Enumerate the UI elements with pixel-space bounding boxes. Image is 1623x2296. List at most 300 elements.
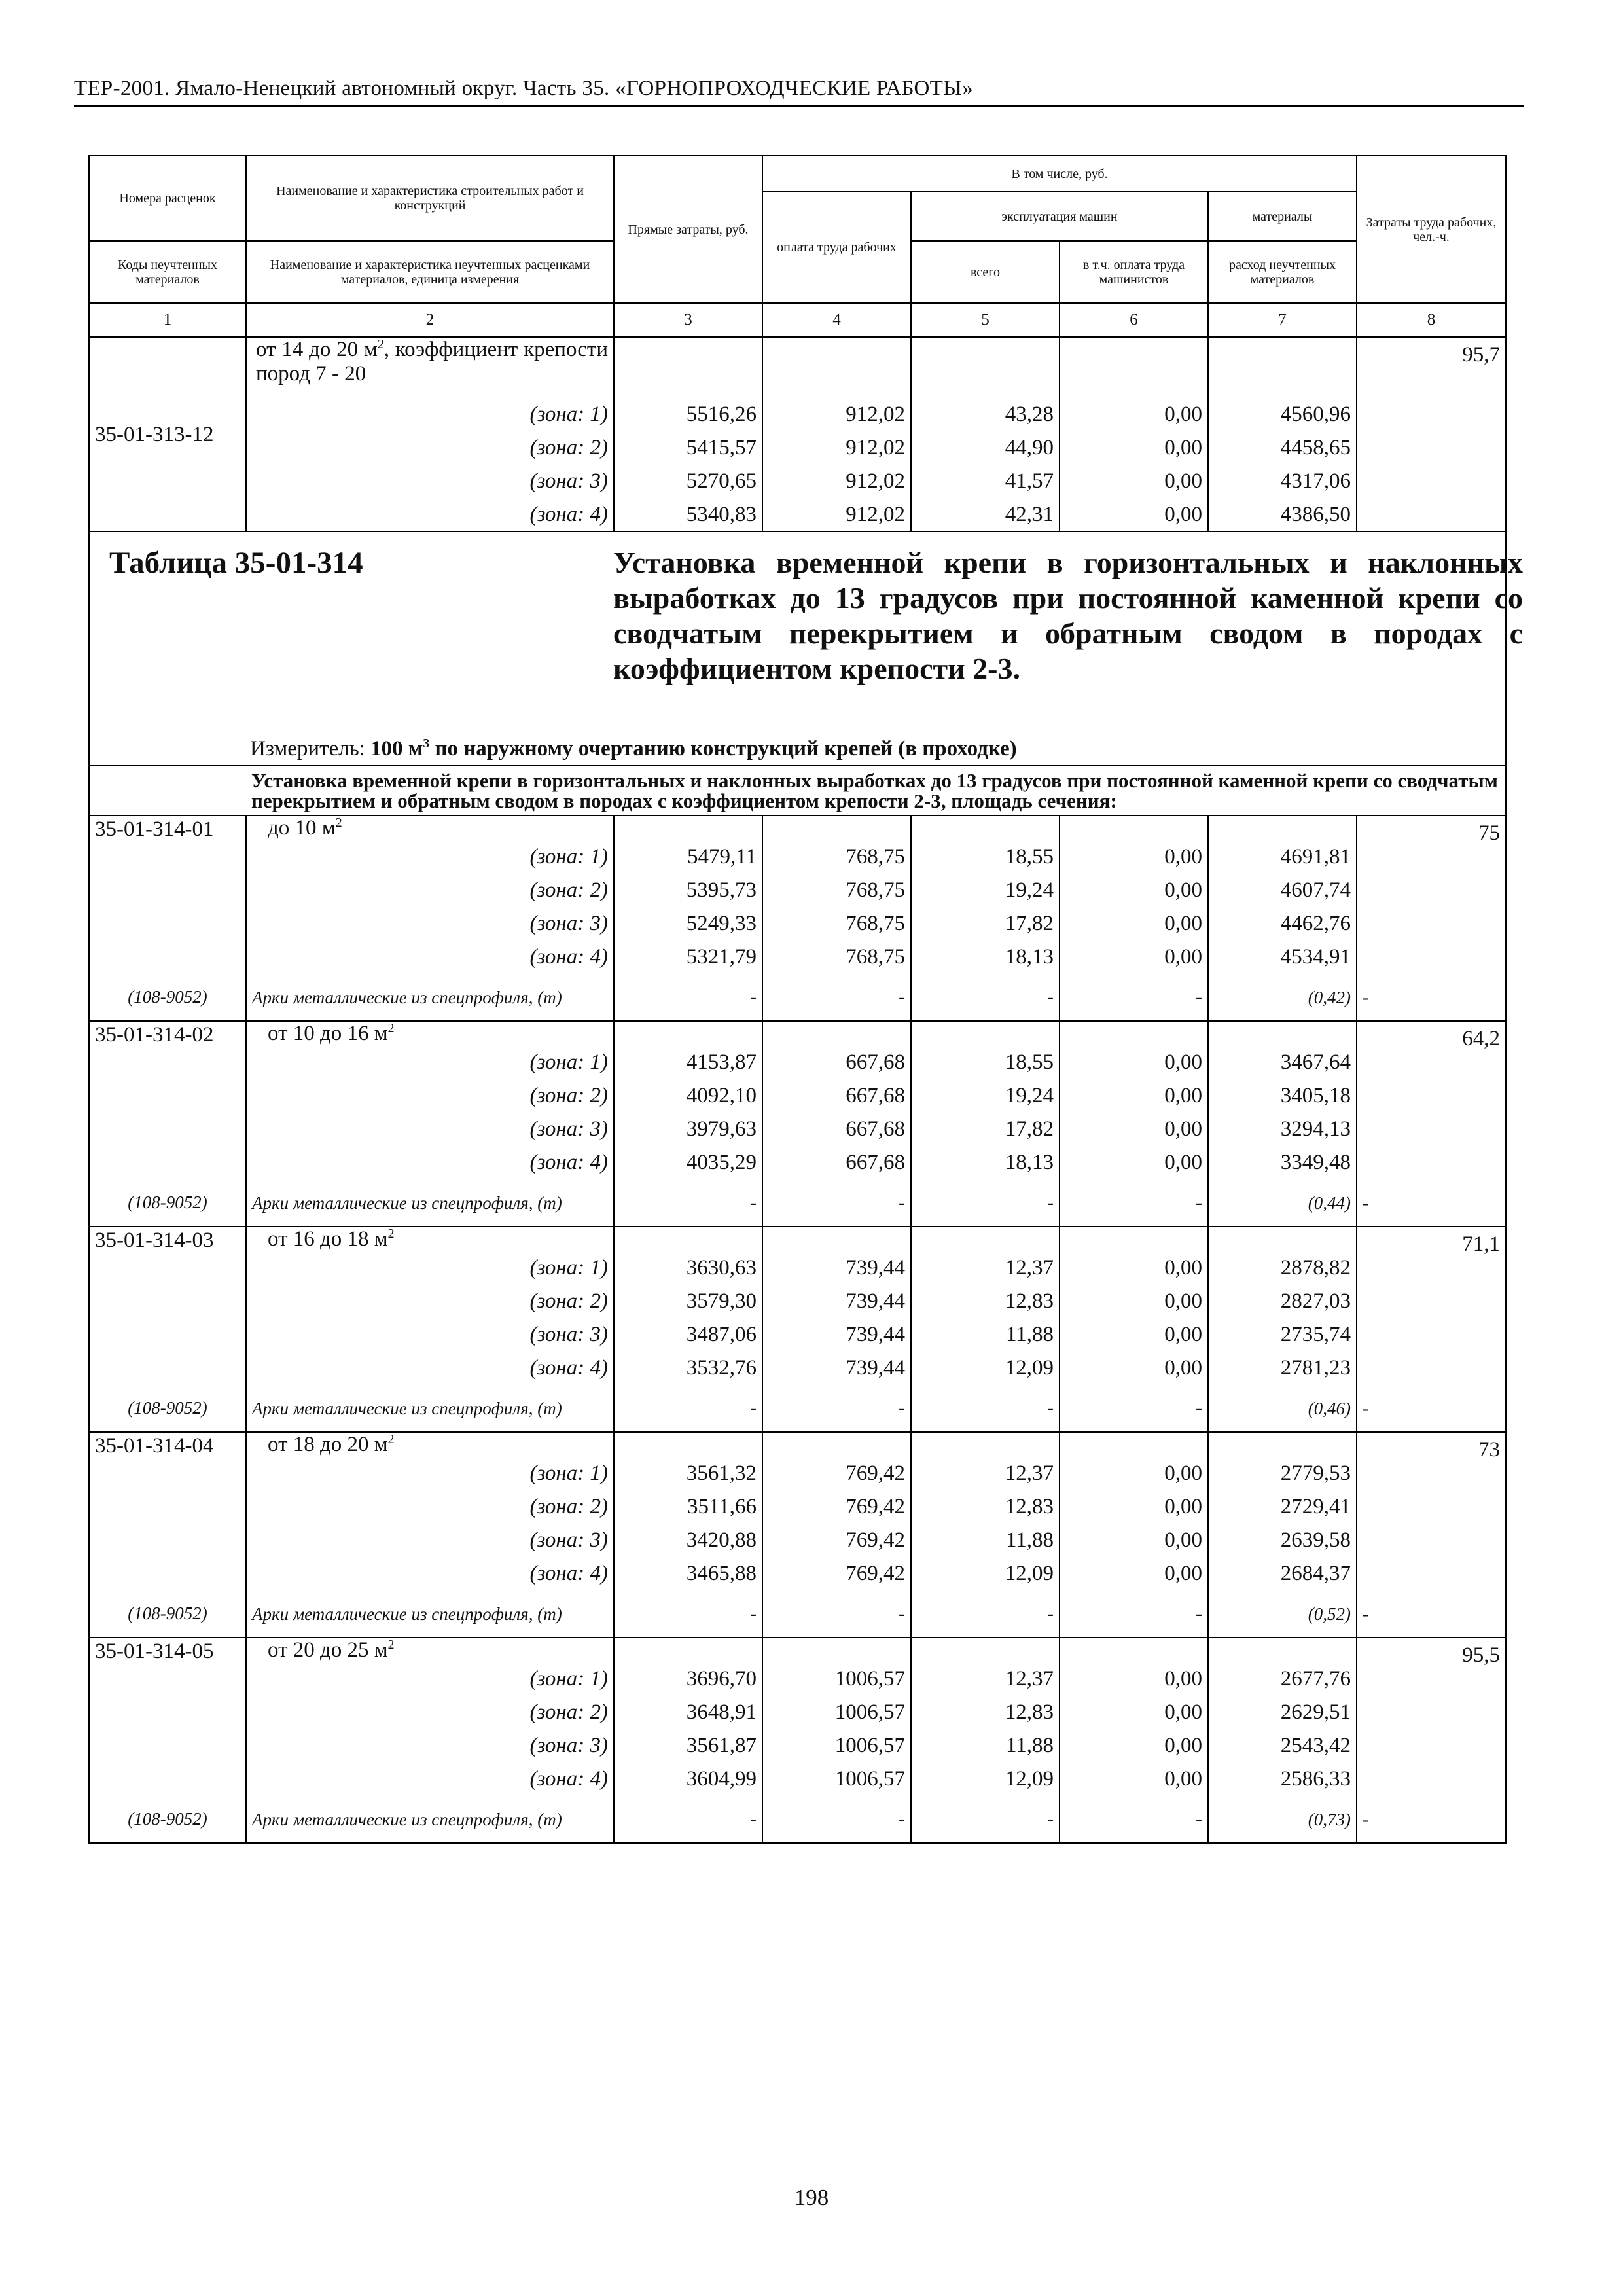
empty-cell bbox=[1208, 1227, 1357, 1251]
zone-row bbox=[89, 465, 1506, 498]
labor-cost: 64,2 bbox=[1357, 1021, 1506, 1179]
labor-cost: 95,5 bbox=[1357, 1638, 1506, 1796]
material-pay: - bbox=[762, 1796, 911, 1843]
empty-cell bbox=[1060, 1227, 1208, 1251]
material-code: (108-9052) bbox=[89, 1179, 246, 1227]
machines-total: 12,09 bbox=[911, 1763, 1060, 1796]
machines-total: 17,82 bbox=[911, 1113, 1060, 1146]
header-including: В том числе, руб. bbox=[762, 156, 1357, 192]
labor-pay: 912,02 bbox=[762, 431, 911, 465]
machines-total: 12,37 bbox=[911, 1457, 1060, 1490]
material-labor: - bbox=[1357, 1796, 1506, 1843]
machinists-pay: 0,00 bbox=[1060, 1079, 1208, 1113]
table-title: Таблица 35-01-314 bbox=[109, 546, 363, 580]
header-rate-numbers: Номера расценок bbox=[89, 156, 246, 241]
table-heading-row bbox=[89, 531, 1506, 766]
desc-sup: 2 bbox=[387, 1432, 395, 1446]
direct-cost: 3511,66 bbox=[614, 1490, 762, 1524]
material-name: Арки металлические из спецпрофиля, (т) bbox=[246, 974, 614, 1021]
empty-cell bbox=[1208, 816, 1357, 840]
labor-pay: 768,75 bbox=[762, 874, 911, 907]
desc-text: от 10 до 16 м bbox=[268, 1022, 388, 1045]
machinists-pay: 0,00 bbox=[1060, 1318, 1208, 1352]
zone-label: (зона: 1) bbox=[246, 1046, 614, 1079]
materials-cost: 4317,06 bbox=[1208, 465, 1357, 498]
direct-cost: 5415,57 bbox=[614, 431, 762, 465]
empty-cell bbox=[614, 1227, 762, 1251]
zone-row bbox=[89, 1352, 1506, 1385]
zone-row bbox=[89, 1113, 1506, 1146]
header-unrecorded-codes: Коды неучтенных материалов bbox=[89, 241, 246, 303]
labor-pay: 768,75 bbox=[762, 840, 911, 874]
measure-sup: 3 bbox=[423, 736, 430, 751]
zone-row bbox=[89, 1490, 1506, 1524]
materials-cost: 4607,74 bbox=[1208, 874, 1357, 907]
empty-cell bbox=[614, 337, 762, 398]
material-direct: - bbox=[614, 1179, 762, 1227]
material-machines: - bbox=[911, 1179, 1060, 1227]
zone-label: (зона: 2) bbox=[246, 1490, 614, 1524]
zone-label: (зона: 3) bbox=[246, 1318, 614, 1352]
direct-cost: 3696,70 bbox=[614, 1662, 762, 1696]
measure-rest: по наружному очертанию конструкций крепей (в проходке) bbox=[429, 737, 1017, 761]
materials-cost: 2735,74 bbox=[1208, 1318, 1357, 1352]
direct-cost: 5249,33 bbox=[614, 907, 762, 941]
desc-text: до 10 м bbox=[268, 816, 336, 840]
item-description bbox=[246, 1638, 614, 1662]
desc-text: от 20 до 25 м bbox=[268, 1638, 388, 1662]
material-name: Арки металлические из спецпрофиля, (т) bbox=[246, 1385, 614, 1432]
column-number: 1 bbox=[89, 303, 246, 337]
rates-table bbox=[88, 155, 1523, 1844]
item-description bbox=[246, 1432, 614, 1457]
labor-pay: 912,02 bbox=[762, 465, 911, 498]
item-code: 35-01-314-02 bbox=[89, 1021, 246, 1179]
machines-total: 18,13 bbox=[911, 1146, 1060, 1179]
zone-label: (зона: 1) bbox=[246, 1251, 614, 1285]
zone-label: (зона: 2) bbox=[246, 1285, 614, 1318]
zone-label: (зона: 1) bbox=[246, 1662, 614, 1696]
zone-row bbox=[89, 1046, 1506, 1079]
empty-cell bbox=[911, 1227, 1060, 1251]
empty-cell bbox=[1208, 1021, 1357, 1046]
group-title: Установка временной крепи в горизонтальных и наклонных выработках до 13 градусов при постоянной каменной крепи со сводчатым перекрытием и обратным сводом в породах с коэффициентом крепости 2-3, площадь сечения: bbox=[246, 766, 1506, 816]
labor-pay: 739,44 bbox=[762, 1352, 911, 1385]
table-caption: Установка временной крепи в горизонтальных и наклонных выработках до 13 градусов при постоянной каменной крепи со сводчатым перекрытием и обратным сводом в породах с коэффициентом крепости 2-3. bbox=[613, 546, 1523, 685]
zone-row bbox=[89, 1557, 1506, 1590]
zone-label: (зона: 1) bbox=[246, 840, 614, 874]
material-amount: (0,46) bbox=[1208, 1385, 1357, 1432]
direct-cost: 3561,87 bbox=[614, 1729, 762, 1763]
machinists-pay: 0,00 bbox=[1060, 1696, 1208, 1729]
column-number: 2 bbox=[246, 303, 614, 337]
materials-cost: 2827,03 bbox=[1208, 1285, 1357, 1318]
materials-cost: 2543,42 bbox=[1208, 1729, 1357, 1763]
direct-cost: 5395,73 bbox=[614, 874, 762, 907]
material-code: (108-9052) bbox=[89, 1796, 246, 1843]
empty-cell bbox=[614, 1021, 762, 1046]
machines-total: 41,57 bbox=[911, 465, 1060, 498]
materials-cost: 2684,37 bbox=[1208, 1557, 1357, 1590]
item-description bbox=[246, 816, 614, 840]
zone-label: (зона: 4) bbox=[246, 941, 614, 974]
desc-sup: 2 bbox=[377, 337, 384, 351]
zone-label: (зона: 4) bbox=[246, 1146, 614, 1179]
empty-cell bbox=[911, 816, 1060, 840]
desc-sup: 2 bbox=[387, 1638, 395, 1652]
materials-cost: 4386,50 bbox=[1208, 498, 1357, 531]
zone-row bbox=[89, 941, 1506, 974]
zone-row bbox=[89, 431, 1506, 465]
empty-cell bbox=[1208, 1638, 1357, 1662]
page-number: 198 bbox=[794, 2185, 829, 2210]
desc-part-a: от 14 до 20 м bbox=[256, 338, 378, 361]
desc-sup: 2 bbox=[335, 816, 342, 830]
machines-total: 11,88 bbox=[911, 1729, 1060, 1763]
machines-total: 12,83 bbox=[911, 1490, 1060, 1524]
empty-cell bbox=[1208, 337, 1357, 398]
machinists-pay: 0,00 bbox=[1060, 1352, 1208, 1385]
material-machines: - bbox=[911, 1796, 1060, 1843]
direct-cost: 5479,11 bbox=[614, 840, 762, 874]
machines-total: 18,55 bbox=[911, 1046, 1060, 1079]
material-labor: - bbox=[1357, 1179, 1506, 1227]
item-header-row bbox=[89, 337, 1506, 398]
material-labor: - bbox=[1357, 1385, 1506, 1432]
labor-cost: 95,7 bbox=[1357, 337, 1506, 531]
zone-label: (зона: 3) bbox=[246, 465, 614, 498]
desc-sup: 2 bbox=[387, 1021, 395, 1035]
machines-total: 42,31 bbox=[911, 498, 1060, 531]
machinists-pay: 0,00 bbox=[1060, 1046, 1208, 1079]
machinists-pay: 0,00 bbox=[1060, 941, 1208, 974]
header-machines: эксплуатация машин bbox=[911, 192, 1208, 241]
labor-pay: 739,44 bbox=[762, 1285, 911, 1318]
zone-label: (зона: 2) bbox=[246, 874, 614, 907]
machines-total: 18,13 bbox=[911, 941, 1060, 974]
labor-pay: 667,68 bbox=[762, 1146, 911, 1179]
direct-cost: 3532,76 bbox=[614, 1352, 762, 1385]
empty-cell bbox=[1060, 1432, 1208, 1457]
empty-cell bbox=[911, 1021, 1060, 1046]
machines-total: 19,24 bbox=[911, 1079, 1060, 1113]
labor-pay: 667,68 bbox=[762, 1079, 911, 1113]
material-machines: - bbox=[911, 1590, 1060, 1638]
machinists-pay: 0,00 bbox=[1060, 907, 1208, 941]
machinists-pay: 0,00 bbox=[1060, 1662, 1208, 1696]
machinists-pay: 0,00 bbox=[1060, 1763, 1208, 1796]
machinists-pay: 0,00 bbox=[1060, 431, 1208, 465]
empty-cell bbox=[614, 1432, 762, 1457]
machinists-pay: 0,00 bbox=[1060, 1729, 1208, 1763]
measure-label: Измеритель: bbox=[250, 737, 371, 761]
machinists-pay: 0,00 bbox=[1060, 398, 1208, 431]
item-code: 35-01-314-03 bbox=[89, 1227, 246, 1385]
header-material-use: расход неучтенных материалов bbox=[1208, 241, 1357, 303]
zone-row bbox=[89, 1729, 1506, 1763]
materials-cost: 3349,48 bbox=[1208, 1146, 1357, 1179]
header-labor-pay: оплата труда рабочих bbox=[762, 192, 911, 303]
material-direct: - bbox=[614, 974, 762, 1021]
material-code: (108-9052) bbox=[89, 1385, 246, 1432]
material-pay: - bbox=[762, 1590, 911, 1638]
empty-cell bbox=[1060, 816, 1208, 840]
labor-cost: 73 bbox=[1357, 1432, 1506, 1590]
direct-cost: 5516,26 bbox=[614, 398, 762, 431]
machinists-pay: 0,00 bbox=[1060, 1457, 1208, 1490]
materials-cost: 2779,53 bbox=[1208, 1457, 1357, 1490]
zone-row bbox=[89, 907, 1506, 941]
machinists-pay: 0,00 bbox=[1060, 1557, 1208, 1590]
desc-text: от 18 до 20 м bbox=[268, 1433, 388, 1456]
material-pay: - bbox=[762, 974, 911, 1021]
machines-total: 18,55 bbox=[911, 840, 1060, 874]
zone-row bbox=[89, 498, 1506, 531]
empty-cell bbox=[614, 1638, 762, 1662]
machinists-pay: 0,00 bbox=[1060, 1113, 1208, 1146]
material-code: (108-9052) bbox=[89, 1590, 246, 1638]
labor-pay: 769,42 bbox=[762, 1490, 911, 1524]
item-code: 35-01-314-01 bbox=[89, 816, 246, 974]
item-header-row bbox=[89, 1432, 1506, 1457]
column-number: 7 bbox=[1208, 303, 1357, 337]
zone-label: (зона: 2) bbox=[246, 1079, 614, 1113]
materials-cost: 4691,81 bbox=[1208, 840, 1357, 874]
labor-pay: 1006,57 bbox=[762, 1662, 911, 1696]
machinists-pay: 0,00 bbox=[1060, 1146, 1208, 1179]
labor-pay: 768,75 bbox=[762, 941, 911, 974]
zone-label: (зона: 4) bbox=[246, 498, 614, 531]
zone-label: (зона: 1) bbox=[246, 1457, 614, 1490]
machinists-pay: 0,00 bbox=[1060, 1490, 1208, 1524]
item-code: 35-01-314-04 bbox=[89, 1432, 246, 1590]
direct-cost: 3465,88 bbox=[614, 1557, 762, 1590]
zone-row bbox=[89, 1662, 1506, 1696]
machines-total: 12,83 bbox=[911, 1285, 1060, 1318]
column-numbers-row bbox=[89, 303, 1506, 337]
materials-cost: 4458,65 bbox=[1208, 431, 1357, 465]
material-machinists: - bbox=[1060, 1179, 1208, 1227]
zone-row bbox=[89, 840, 1506, 874]
zone-row bbox=[89, 398, 1506, 431]
material-machinists: - bbox=[1060, 1385, 1208, 1432]
machines-total: 44,90 bbox=[911, 431, 1060, 465]
machines-total: 12,09 bbox=[911, 1557, 1060, 1590]
machines-total: 17,82 bbox=[911, 907, 1060, 941]
direct-cost: 5340,83 bbox=[614, 498, 762, 531]
zone-row bbox=[89, 1079, 1506, 1113]
material-row bbox=[89, 1179, 1506, 1227]
column-number: 6 bbox=[1060, 303, 1208, 337]
item-header-row bbox=[89, 1021, 1506, 1046]
labor-pay: 912,02 bbox=[762, 398, 911, 431]
empty-cell bbox=[762, 1227, 911, 1251]
labor-pay: 739,44 bbox=[762, 1318, 911, 1352]
header-materials: материалы bbox=[1208, 192, 1357, 241]
labor-pay: 769,42 bbox=[762, 1557, 911, 1590]
direct-cost: 4035,29 bbox=[614, 1146, 762, 1179]
header-labor-costs: Затраты труда рабочих, чел.-ч. bbox=[1357, 156, 1506, 303]
table-heading-cell bbox=[89, 531, 1523, 766]
machines-total: 12,09 bbox=[911, 1352, 1060, 1385]
zone-row bbox=[89, 1763, 1506, 1796]
machinists-pay: 0,00 bbox=[1060, 1285, 1208, 1318]
zone-row bbox=[89, 1146, 1506, 1179]
direct-cost: 5270,65 bbox=[614, 465, 762, 498]
zone-row bbox=[89, 1318, 1506, 1352]
labor-pay: 667,68 bbox=[762, 1113, 911, 1146]
material-direct: - bbox=[614, 1590, 762, 1638]
empty-cell bbox=[762, 816, 911, 840]
desc-part-b: , коэффициент крепости пород 7 - 20 bbox=[256, 338, 608, 386]
direct-cost: 3604,99 bbox=[614, 1763, 762, 1796]
material-pay: - bbox=[762, 1385, 911, 1432]
material-amount: (0,73) bbox=[1208, 1796, 1357, 1843]
material-row bbox=[89, 1796, 1506, 1843]
item-description bbox=[246, 337, 614, 398]
header-machinist-pay: в т.ч. оплата труда машинистов bbox=[1060, 241, 1208, 303]
material-row bbox=[89, 974, 1506, 1021]
column-number: 3 bbox=[614, 303, 762, 337]
labor-pay: 1006,57 bbox=[762, 1729, 911, 1763]
table-body bbox=[89, 156, 1523, 1843]
material-name: Арки металлические из спецпрофиля, (т) bbox=[246, 1796, 614, 1843]
machines-total: 43,28 bbox=[911, 398, 1060, 431]
zone-row bbox=[89, 1696, 1506, 1729]
material-name: Арки металлические из спецпрофиля, (т) bbox=[246, 1590, 614, 1638]
zone-label: (зона: 4) bbox=[246, 1763, 614, 1796]
column-number: 8 bbox=[1357, 303, 1506, 337]
machines-total: 11,88 bbox=[911, 1318, 1060, 1352]
materials-cost: 4560,96 bbox=[1208, 398, 1357, 431]
empty-cell bbox=[1060, 1638, 1208, 1662]
direct-cost: 3420,88 bbox=[614, 1524, 762, 1557]
direct-cost: 3561,32 bbox=[614, 1457, 762, 1490]
zone-label: (зона: 3) bbox=[246, 1729, 614, 1763]
materials-cost: 3467,64 bbox=[1208, 1046, 1357, 1079]
group-title-row bbox=[89, 766, 1506, 816]
material-amount: (0,52) bbox=[1208, 1590, 1357, 1638]
direct-cost: 3979,63 bbox=[614, 1113, 762, 1146]
labor-cost: 75 bbox=[1357, 816, 1506, 974]
item-description bbox=[246, 1227, 614, 1251]
machinists-pay: 0,00 bbox=[1060, 874, 1208, 907]
materials-cost: 2629,51 bbox=[1208, 1696, 1357, 1729]
zone-label: (зона: 2) bbox=[246, 431, 614, 465]
material-labor: - bbox=[1357, 974, 1506, 1021]
material-direct: - bbox=[614, 1796, 762, 1843]
machines-total: 11,88 bbox=[911, 1524, 1060, 1557]
item-code: 35-01-313-12 bbox=[89, 337, 246, 531]
empty-cell bbox=[911, 1638, 1060, 1662]
empty-cell bbox=[762, 337, 911, 398]
zone-row bbox=[89, 1524, 1506, 1557]
materials-cost: 4462,76 bbox=[1208, 907, 1357, 941]
item-code: 35-01-314-05 bbox=[89, 1638, 246, 1796]
zone-label: (зона: 3) bbox=[246, 1524, 614, 1557]
group-title-spacer bbox=[89, 766, 246, 816]
material-direct: - bbox=[614, 1385, 762, 1432]
labor-pay: 769,42 bbox=[762, 1524, 911, 1557]
item-header-row bbox=[89, 816, 1506, 840]
materials-cost: 2878,82 bbox=[1208, 1251, 1357, 1285]
zone-label: (зона: 1) bbox=[246, 398, 614, 431]
material-machinists: - bbox=[1060, 1796, 1208, 1843]
item-description bbox=[246, 1021, 614, 1046]
direct-cost: 5321,79 bbox=[614, 941, 762, 974]
materials-cost: 2639,58 bbox=[1208, 1524, 1357, 1557]
machines-total: 12,37 bbox=[911, 1662, 1060, 1696]
materials-cost: 2586,33 bbox=[1208, 1763, 1357, 1796]
direct-cost: 3579,30 bbox=[614, 1285, 762, 1318]
material-name: Арки металлические из спецпрофиля, (т) bbox=[246, 1179, 614, 1227]
materials-cost: 2677,76 bbox=[1208, 1662, 1357, 1696]
direct-cost: 3630,63 bbox=[614, 1251, 762, 1285]
materials-cost: 4534,91 bbox=[1208, 941, 1357, 974]
material-machinists: - bbox=[1060, 974, 1208, 1021]
material-row bbox=[89, 1590, 1506, 1638]
machines-total: 12,83 bbox=[911, 1696, 1060, 1729]
material-amount: (0,44) bbox=[1208, 1179, 1357, 1227]
header-work-name: Наименование и характеристика строительных работ и конструкций bbox=[246, 156, 614, 241]
labor-pay: 1006,57 bbox=[762, 1763, 911, 1796]
empty-cell bbox=[911, 1432, 1060, 1457]
material-code: (108-9052) bbox=[89, 974, 246, 1021]
zone-label: (зона: 3) bbox=[246, 907, 614, 941]
material-machinists: - bbox=[1060, 1590, 1208, 1638]
material-machines: - bbox=[911, 1385, 1060, 1432]
machinists-pay: 0,00 bbox=[1060, 1251, 1208, 1285]
header-total: всего bbox=[911, 241, 1060, 303]
empty-cell bbox=[911, 337, 1060, 398]
column-number: 4 bbox=[762, 303, 911, 337]
table-measure bbox=[250, 737, 1017, 761]
empty-cell bbox=[762, 1021, 911, 1046]
zone-row bbox=[89, 874, 1506, 907]
empty-cell bbox=[762, 1432, 911, 1457]
materials-cost: 3294,13 bbox=[1208, 1113, 1357, 1146]
material-row bbox=[89, 1385, 1506, 1432]
zone-label: (зона: 4) bbox=[246, 1557, 614, 1590]
zone-label: (зона: 4) bbox=[246, 1352, 614, 1385]
measure-unit: 100 м bbox=[370, 737, 423, 761]
material-pay: - bbox=[762, 1179, 911, 1227]
labor-cost: 71,1 bbox=[1357, 1227, 1506, 1385]
item-header-row bbox=[89, 1227, 1506, 1251]
zone-row bbox=[89, 1251, 1506, 1285]
zone-row bbox=[89, 1285, 1506, 1318]
item-header-row bbox=[89, 1638, 1506, 1662]
labor-pay: 769,42 bbox=[762, 1457, 911, 1490]
empty-cell bbox=[1208, 1432, 1357, 1457]
materials-cost: 2729,41 bbox=[1208, 1490, 1357, 1524]
machines-total: 19,24 bbox=[911, 874, 1060, 907]
header-direct-costs: Прямые затраты, руб. bbox=[614, 156, 762, 303]
labor-pay: 1006,57 bbox=[762, 1696, 911, 1729]
machinists-pay: 0,00 bbox=[1060, 1524, 1208, 1557]
page-header: ТЕР-2001. Ямало-Ненецкий автономный округ. Часть 35. «ГОРНОПРОХОДЧЕСКИЕ РАБОТЫ» bbox=[74, 75, 1524, 107]
empty-cell bbox=[762, 1638, 911, 1662]
labor-pay: 667,68 bbox=[762, 1046, 911, 1079]
materials-cost: 2781,23 bbox=[1208, 1352, 1357, 1385]
empty-cell bbox=[1060, 1021, 1208, 1046]
desc-sup: 2 bbox=[387, 1227, 395, 1241]
material-amount: (0,42) bbox=[1208, 974, 1357, 1021]
direct-cost: 4092,10 bbox=[614, 1079, 762, 1113]
column-number: 5 bbox=[911, 303, 1060, 337]
direct-cost: 4153,87 bbox=[614, 1046, 762, 1079]
machinists-pay: 0,00 bbox=[1060, 465, 1208, 498]
